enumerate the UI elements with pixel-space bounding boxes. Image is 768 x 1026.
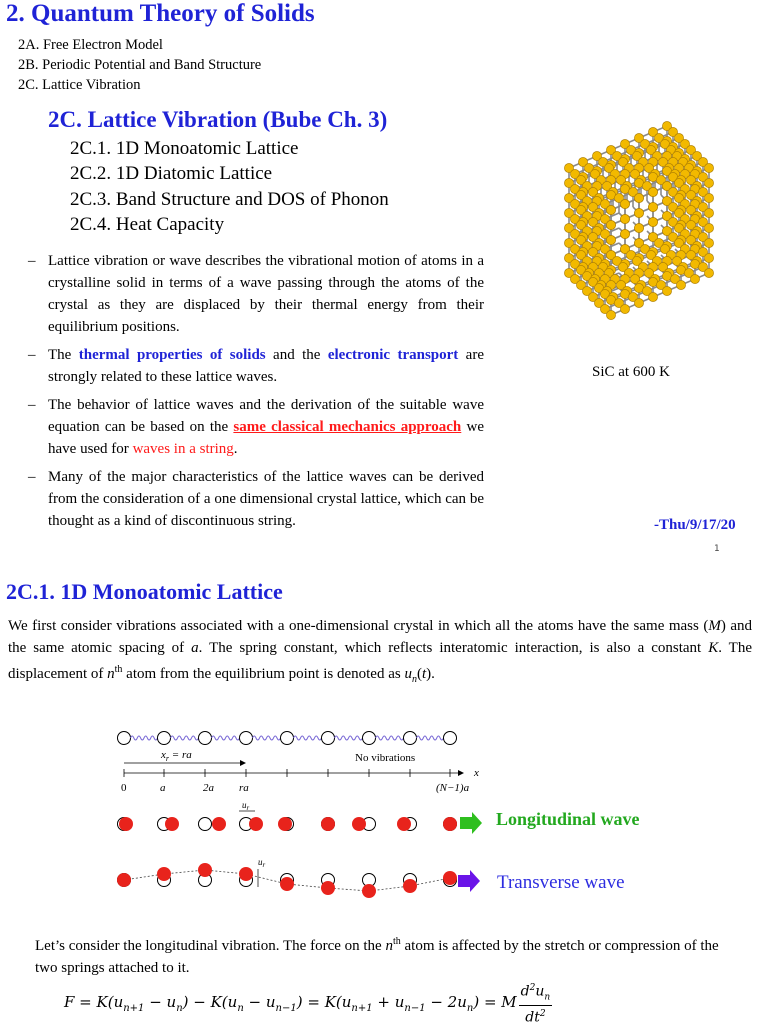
intro-paragraph: [8, 615, 752, 691]
para-text: We first consider vibrations associated with a one-dimensional crystal in which all the atoms have the same mass (: [8, 618, 709, 634]
tick-label-0: 0: [121, 782, 127, 794]
para-text: ).: [426, 666, 435, 682]
bullet-list: [28, 250, 484, 538]
crystal-atom: [620, 304, 629, 313]
chain-atom: [158, 732, 171, 745]
para-text: ) and the same atomic spacing of: [8, 618, 752, 656]
chain-atom: [118, 732, 131, 745]
chain-atom: [322, 732, 335, 745]
crystal-atom: [690, 274, 699, 283]
para2-text: Let’s consider the longitudinal vibration. The force on the: [35, 938, 386, 954]
displaced-atom: [321, 881, 335, 895]
tick-label-2a: 2a: [203, 782, 214, 794]
axis-x-label: x: [474, 767, 479, 779]
crystal-atom: [704, 238, 713, 247]
bullet-2: [28, 344, 484, 388]
bullet-1-text: Lattice vibration or wave describes the vibrational motion of atoms in a crystalline solid in terms of a wave passing through the atoms of the crystal as they are displaced by their thermal energy from their equilibrium positions.: [48, 253, 484, 335]
crystal-atom: [634, 193, 643, 202]
th-superscript: th: [392, 936, 401, 947]
bullet-dash: –: [28, 469, 36, 485]
displaced-atom: [362, 884, 376, 898]
waves-in-string-phrase: waves in a string: [132, 441, 234, 457]
para-text: . The spring constant, which reflects interatomic interaction, is also a constant: [198, 640, 709, 656]
tick-label-ra: ra: [239, 782, 249, 794]
transverse-arrow-icon: [458, 870, 480, 892]
displaced-atom: [443, 871, 457, 885]
spring-chain: [118, 732, 457, 745]
subsection-2c1: 2C.1. 1D Monoatomic Lattice: [70, 138, 299, 159]
crystal-atom: [648, 187, 657, 196]
xr-arrowhead: [240, 760, 246, 766]
displaced-atom: [157, 867, 171, 881]
para-text: . The displacement of: [8, 640, 752, 682]
crystal-atom: [704, 268, 713, 277]
crystal-atom: [606, 235, 615, 244]
bullet-2-text-3: are strongly related to these lattice waves.: [48, 347, 484, 385]
tick-label-a: a: [160, 782, 166, 794]
spring: [294, 736, 322, 740]
displaced-atom: [278, 817, 292, 831]
bullet-3: [28, 394, 484, 460]
crystal-atom: [606, 310, 615, 319]
displaced-atom: [117, 873, 131, 887]
bullet-dash: –: [28, 253, 36, 269]
spring: [376, 736, 404, 740]
equilibrium-atom: [199, 818, 212, 831]
axis-arrowhead: [458, 770, 464, 776]
toc-item-2c: 2C. Lattice Vibration: [18, 77, 141, 93]
spring-constant-symbol: K: [708, 640, 719, 656]
crystal-atom: [704, 223, 713, 232]
bullet-3-text-3: .: [233, 441, 238, 457]
bullet-3-text-2: we have used for: [48, 419, 484, 457]
crystal-atom: [634, 208, 643, 217]
crystal-atom: [648, 292, 657, 301]
displaced-atom: [249, 817, 263, 831]
section-title: 2C. Lattice Vibration (Bube Ch. 3): [48, 107, 388, 132]
no-vibrations-label: No vibrations: [355, 752, 416, 764]
bullet-4-text: Many of the major characteristics of the lattice waves can be derived from the consideration of a one dimensional crystal lattice, which can be thought as a kind of discontinuous string.: [48, 469, 484, 529]
electronic-transport-phrase: electronic transport: [327, 347, 459, 363]
crystal-atom: [648, 217, 657, 226]
chain-atom: [363, 732, 376, 745]
subsection-2c3: 2C.3. Band Structure and DOS of Phonon: [70, 189, 389, 210]
crystal-atom: [704, 163, 713, 172]
displaced-atom: [403, 879, 417, 893]
th-superscript: th: [114, 664, 123, 675]
spring: [335, 736, 363, 740]
crystal-atom: [676, 280, 685, 289]
crystal-atom: [606, 220, 615, 229]
displaced-atom: [239, 867, 253, 881]
displaced-atom: [119, 817, 133, 831]
page-number: 1: [714, 544, 720, 554]
ur-label-top: $u_r$: [242, 800, 250, 812]
lattice-wave-figure: [108, 725, 708, 915]
crystal-atom: [620, 229, 629, 238]
crystal-atom: [704, 178, 713, 187]
crystal-atom: [662, 286, 671, 295]
subsection-2c2: 2C.2. 1D Diatomic Lattice: [70, 163, 273, 184]
u-symbol: u: [404, 666, 412, 682]
chain-atom: [240, 732, 253, 745]
bullet-dash: –: [28, 397, 36, 413]
para-text: (: [416, 666, 422, 682]
x-axis: [124, 769, 464, 777]
crystal-atom: [634, 223, 643, 232]
chain-atom: [444, 732, 457, 745]
displaced-atom: [280, 877, 294, 891]
chain-atom: [281, 732, 294, 745]
displaced-atom: [443, 817, 457, 831]
transverse-wave-label: Transverse wave: [497, 872, 625, 893]
force-equation: [64, 982, 744, 1026]
transverse-wave-atoms: [117, 863, 457, 898]
longitudinal-wave-label: Longitudinal wave: [496, 809, 640, 829]
spring: [212, 736, 240, 740]
crystal-caption: SiC at 600 K: [592, 364, 670, 380]
n-symbol: n: [385, 938, 393, 954]
displaced-atom: [352, 817, 366, 831]
spring: [131, 736, 158, 740]
tick-label-last: (N−1)a: [436, 782, 470, 794]
page-title: 2. Quantum Theory of Solids: [6, 0, 315, 27]
n-subscript: n: [411, 674, 417, 685]
para-text: atom from the equilibrium point is denoted as: [122, 666, 405, 682]
date-label: -Thu/9/17/20: [654, 517, 736, 533]
spring: [417, 736, 444, 740]
section2-title: 2C.1. 1D Monoatomic Lattice: [6, 579, 283, 604]
displaced-atom: [165, 817, 179, 831]
bullet-dash: –: [28, 347, 36, 363]
longitudinal-wave-atoms: [118, 817, 458, 831]
crystal-atom: [620, 199, 629, 208]
n-symbol: n: [107, 666, 115, 682]
t-symbol: t: [421, 666, 427, 682]
toc-item-2a: 2A. Free Electron Model: [18, 37, 163, 53]
ur-label-trans: $u_r$: [258, 857, 266, 869]
displaced-atom: [321, 817, 335, 831]
spring: [171, 736, 199, 740]
displaced-atom: [198, 863, 212, 877]
chain-atom: [404, 732, 417, 745]
crystal-atom: [606, 205, 615, 214]
eq-fraction: $d^2u_n$ $dt^2$: [519, 980, 553, 1026]
longitudinal-paragraph: [35, 931, 735, 979]
eq-part: $F = K(u_{n+1} - u_n) - K(u_n - u_{n-1}) = K(u_{n+1} + u_{n-1} - 2u_n) = M$: [64, 992, 517, 1014]
longitudinal-arrow-icon: [460, 812, 482, 834]
crystal-atom: [620, 214, 629, 223]
para2-text: atom is affected by the stretch or compression of the two springs attached to it.: [35, 938, 719, 976]
spacing-symbol: a: [191, 640, 199, 656]
bullet-2-text-2: and the: [265, 347, 328, 363]
displaced-atom: [212, 817, 226, 831]
bullet-2-text-1: The: [48, 347, 79, 363]
bullet-1: [28, 250, 484, 338]
chain-atom: [199, 732, 212, 745]
toc-item-2b: 2B. Periodic Potential and Band Structure: [18, 57, 262, 73]
sic-crystal-image: [514, 100, 764, 358]
crystal-atom: [704, 253, 713, 262]
crystal-atom: [648, 202, 657, 211]
bullet-3-text-1: The behavior of lattice waves and the derivation of the suitable wave equation can be based on the: [48, 397, 484, 435]
classical-mechanics-phrase: same classical mechanics approach: [233, 419, 462, 435]
xr-label: $x_r$ = ra: [161, 749, 192, 763]
spring: [253, 736, 281, 740]
bullet-4: [28, 466, 484, 532]
crystal-atom: [704, 208, 713, 217]
thermal-properties-phrase: thermal properties of solids: [78, 347, 266, 363]
displaced-atom: [397, 817, 411, 831]
crystal-atom: [704, 193, 713, 202]
crystal-atom: [634, 298, 643, 307]
mass-symbol: M: [708, 618, 721, 634]
subsection-2c4: 2C.4. Heat Capacity: [70, 214, 225, 235]
